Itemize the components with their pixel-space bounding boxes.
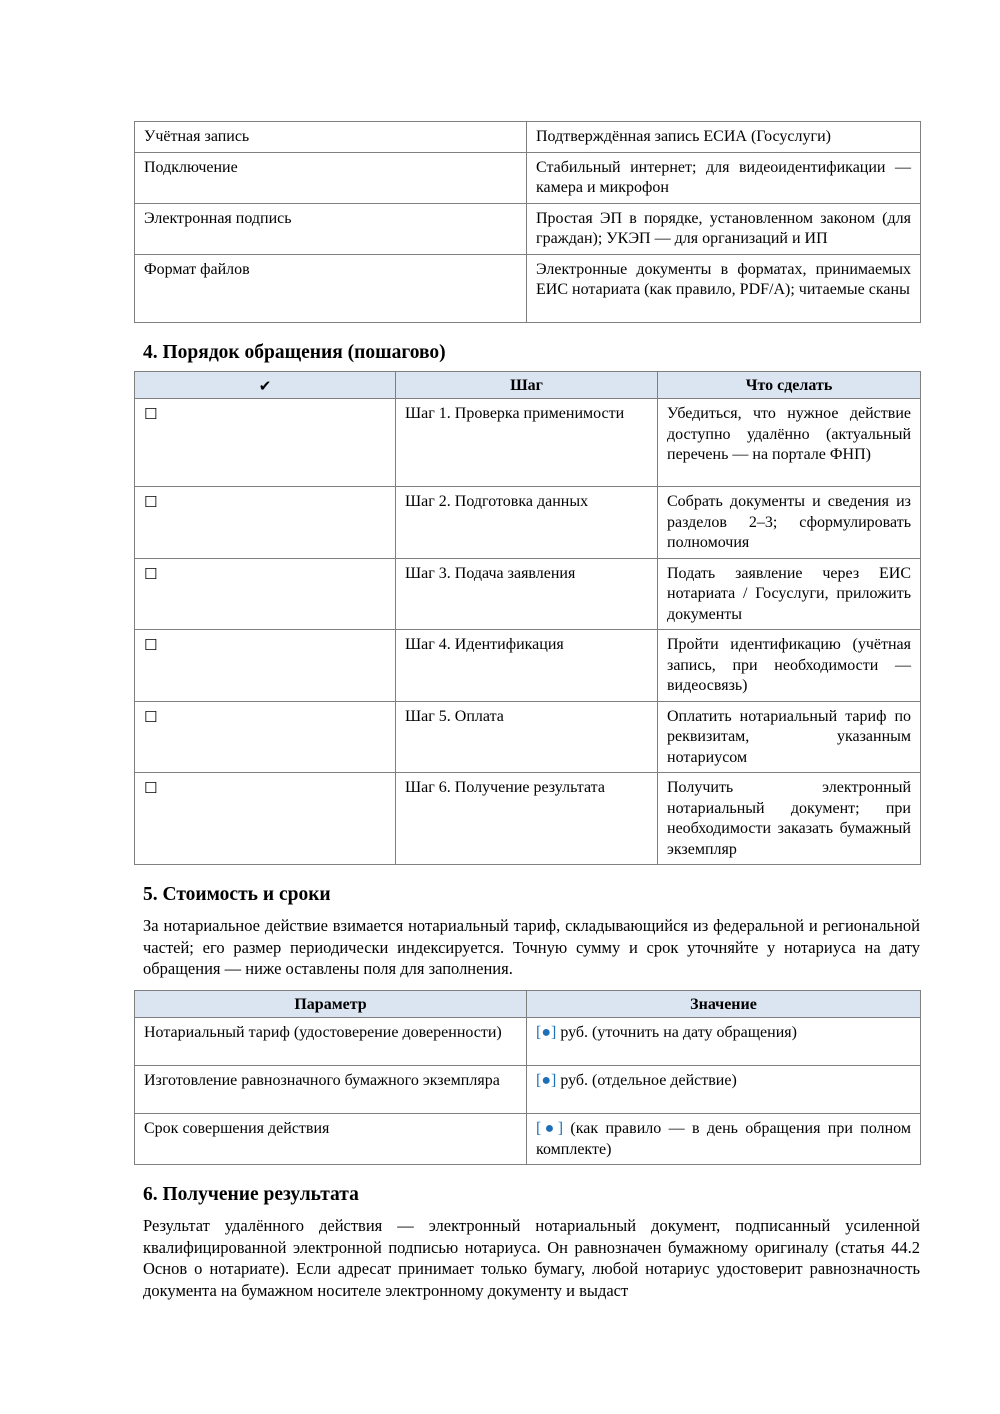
section-6-paragraph: Результат удалённого действия — электронный нотариальный документ, подписанный усиленной квалифицированной электронной подписью нотариуса. Он равнозначен бумажному оригиналу (статья 44.2 Основ о нотариате). Если адресат принимает только бумагу, любой нотариус удостоверит равнозначность документа на бумажном носителе электронному документу и выдаст: [143, 1216, 920, 1300]
req-value: Подтверждённая запись ЕСИА (Госуслуги): [527, 122, 921, 153]
checkbox-icon[interactable]: ☐: [144, 779, 158, 797]
step-name: Шаг 4. Идентификация: [396, 630, 658, 702]
table-row: [135, 399, 921, 487]
cost-param: Нотариальный тариф (удостоверение доверенности): [135, 1018, 527, 1066]
table-row: [135, 773, 921, 865]
req-key: Формат файлов: [135, 254, 527, 322]
cost-param: Срок совершения действия: [135, 1114, 527, 1165]
checkbox-icon[interactable]: ☐: [144, 564, 158, 583]
table-row: [135, 630, 921, 702]
table-row: [135, 122, 921, 153]
req-key: Электронная подпись: [135, 203, 527, 254]
cost-param: Изготовление равнозначного бумажного экземпляра: [135, 1066, 527, 1114]
step-name: Шаг 3. Подача заявления: [396, 558, 658, 630]
step-action: Оплатить нотариальный тариф по реквизитам, указанным нотариусом: [658, 701, 921, 773]
column-header-value: Значение: [527, 990, 921, 1018]
checkbox-icon[interactable]: ☐: [144, 493, 158, 511]
placeholder-field[interactable]: [●]: [536, 1024, 557, 1041]
document-page: [134, 121, 920, 1301]
table-row: [135, 1018, 921, 1066]
section-6-heading: 6. Получение результата: [143, 1184, 359, 1205]
table-row: [135, 701, 921, 773]
table-row: [135, 203, 921, 254]
cost-value: [●] (как правило — в день обращения при полном комплекте): [527, 1114, 921, 1165]
table-row: [135, 152, 921, 203]
cost-value: [●] руб. (отдельное действие): [527, 1066, 921, 1114]
req-value: Простая ЭП в порядке, установленном законом (для граждан); УКЭП — для организаций и ИП: [527, 203, 921, 254]
section-4-heading: 4. Порядок обращения (пошагово): [143, 341, 446, 363]
cost-table: [134, 990, 921, 1166]
table-row: [135, 487, 921, 559]
table-header-row: [135, 990, 921, 1018]
step-action: Получить электронный нотариальный документ; при необходимости заказать бумажный экземпляр: [658, 773, 921, 865]
step-name: Шаг 6. Получение результата: [396, 773, 658, 865]
section-5-heading: 5. Стоимость и сроки: [143, 884, 331, 905]
checkbox-icon[interactable]: ☐: [144, 405, 158, 423]
column-header-action: Что сделать: [658, 371, 921, 399]
req-key: Подключение: [135, 152, 527, 203]
cost-value: [●] руб. (уточнить на дату обращения): [527, 1018, 921, 1066]
step-action: Убедиться, что нужное действие доступно удалённо (актуальный перечень — на портале ФНП): [658, 399, 921, 487]
req-value: Электронные документы в форматах, принимаемых ЕИС нотариата (как правило, PDF/A); читаемые сканы: [527, 254, 921, 322]
step-action: Собрать документы и сведения из разделов 2–3; сформулировать полномочия: [658, 487, 921, 559]
placeholder-field[interactable]: [●]: [536, 1120, 564, 1137]
steps-table: [134, 371, 921, 866]
req-key: Учётная запись: [135, 122, 527, 153]
table-header-row: [135, 371, 921, 399]
step-action: Пройти идентификацию (учётная запись, при необходимости — видеосвязь): [658, 630, 921, 702]
placeholder-field[interactable]: [●]: [536, 1072, 557, 1089]
checkbox-icon[interactable]: ☐: [144, 636, 158, 654]
table-row: [135, 558, 921, 630]
checkbox-icon[interactable]: ☐: [144, 707, 158, 726]
step-name: Шаг 1. Проверка применимости: [396, 399, 658, 487]
table-row: [135, 1114, 921, 1165]
requirements-table: [134, 121, 921, 323]
column-header-param: Параметр: [135, 990, 527, 1018]
column-header-step: Шаг: [396, 371, 658, 399]
checkmark-icon: ✔: [135, 371, 396, 399]
step-name: Шаг 2. Подготовка данных: [396, 487, 658, 559]
step-name: Шаг 5. Оплата: [396, 701, 658, 773]
step-action: Подать заявление через ЕИС нотариата / Госуслуги, приложить документы: [658, 558, 921, 630]
table-row: [135, 1066, 921, 1114]
req-value: Стабильный интернет; для видеоидентификации — камера и микрофон: [527, 152, 921, 203]
section-5-paragraph: За нотариальное действие взимается нотариальный тариф, складывающийся из федеральной и региональной частей; его размер периодически индексируется. Точную сумму и срок уточняйте у нотариуса на дату обращения — ниже оставлены поля для заполнения.: [143, 916, 920, 978]
table-row: [135, 254, 921, 322]
